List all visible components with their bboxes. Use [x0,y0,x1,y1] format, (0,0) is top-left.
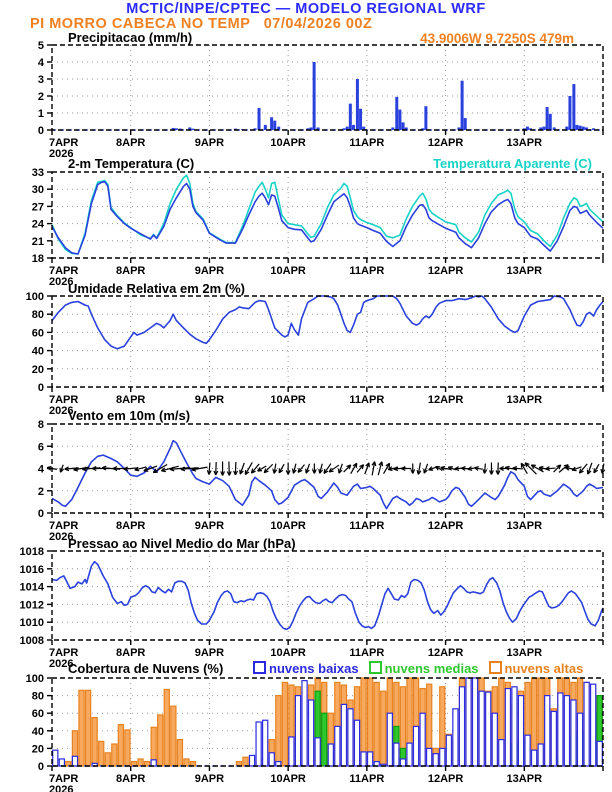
svg-text:8APR: 8APR [116,773,146,785]
svg-text:2026: 2026 [49,658,74,670]
svg-text:9APR: 9APR [194,520,225,532]
svg-text:30: 30 [31,184,44,197]
svg-text:20: 20 [31,363,44,376]
svg-text:12APR: 12APR [427,773,464,785]
svg-text:9APR: 9APR [194,773,225,785]
svg-text:13APR: 13APR [506,773,543,785]
svg-text:21: 21 [31,235,44,248]
svg-text:27: 27 [31,201,44,214]
svg-text:1012: 1012 [19,599,44,612]
panel-title-wind: Vento em 10m (m/s) [68,408,191,423]
svg-text:9APR: 9APR [194,394,225,406]
svg-text:10APR: 10APR [270,647,306,659]
svg-text:1008: 1008 [19,635,44,647]
svg-text:8APR: 8APR [116,394,146,406]
svg-text:20: 20 [31,743,44,756]
svg-text:2026: 2026 [49,405,74,417]
svg-text:10APR: 10APR [270,520,306,532]
svg-text:11APR: 11APR [349,137,385,149]
svg-text:10APR: 10APR [270,265,306,277]
svg-text:0: 0 [37,508,44,520]
svg-text:11APR: 11APR [349,265,385,277]
svg-text:2: 2 [37,485,44,498]
svg-text:8APR: 8APR [116,265,146,277]
svg-text:1018: 1018 [19,546,44,558]
svg-text:2026: 2026 [49,784,74,792]
svg-text:9APR: 9APR [194,137,225,149]
panel-title-clouds: Cobertura de Nuvens (%) [68,661,224,676]
svg-text:2: 2 [37,91,44,103]
svg-text:3: 3 [37,74,44,86]
apparent-temperature-label: Temperatura Aparente (C) [433,156,592,171]
panel-title-pressure: Pressao ao Nivel Medio do Mar (hPa) [68,536,296,551]
station-coordinates: 43.9006W 9.7250S 479m [420,31,574,46]
svg-text:4: 4 [37,57,44,69]
svg-text:11APR: 11APR [349,394,385,406]
page-title: MCTIC/INPE/CPTEC — MODELO REGIONAL WRF [126,1,486,17]
svg-text:11APR: 11APR [349,647,385,659]
svg-text:10APR: 10APR [270,137,306,149]
svg-text:2026: 2026 [49,276,74,288]
svg-text:7APR: 7APR [49,394,79,406]
station-and-run-label: PI MORRO CABECA NO TEMP 07/04/2026 00Z [30,16,373,32]
svg-text:60: 60 [31,327,44,340]
svg-text:13APR: 13APR [506,137,543,149]
svg-text:11APR: 11APR [349,773,385,785]
svg-text:1014: 1014 [19,581,44,594]
low-clouds-legend-label: nuvens baixas [269,661,359,676]
svg-text:13APR: 13APR [506,647,543,659]
svg-text:1010: 1010 [19,617,44,630]
svg-text:7APR: 7APR [49,520,79,532]
svg-text:13APR: 13APR [506,265,543,277]
svg-text:2026: 2026 [49,148,74,160]
svg-text:12APR: 12APR [427,394,464,406]
svg-text:100: 100 [25,673,44,685]
svg-text:7APR: 7APR [49,137,79,149]
svg-text:10APR: 10APR [270,394,306,406]
svg-text:0: 0 [37,382,44,394]
svg-text:0: 0 [37,125,44,137]
svg-text:80: 80 [31,690,44,703]
panel-title-temperature: 2-m Temperatura (C) [68,156,195,171]
svg-text:7APR: 7APR [49,647,79,659]
panel-title-humidity: Umidade Relativa em 2m (%) [68,281,246,296]
high-clouds-legend-label: nuvens altas [504,661,584,676]
svg-text:9APR: 9APR [194,647,225,659]
svg-text:0: 0 [37,761,44,773]
svg-text:33: 33 [31,167,44,179]
svg-text:80: 80 [31,309,44,322]
mid-clouds-legend-label: nuvens medias [384,661,479,676]
svg-text:6: 6 [37,441,44,454]
svg-text:1016: 1016 [19,563,44,576]
svg-text:12APR: 12APR [427,520,464,532]
svg-text:24: 24 [31,218,44,231]
svg-text:10APR: 10APR [270,773,306,785]
svg-text:8APR: 8APR [116,520,146,532]
svg-text:4: 4 [37,463,44,476]
svg-text:7APR: 7APR [49,773,79,785]
svg-text:12APR: 12APR [427,137,464,149]
panel-title-precipitation: Precipitacao (mm/h) [68,30,193,45]
svg-text:13APR: 13APR [506,520,543,532]
svg-text:40: 40 [31,345,44,358]
svg-text:18: 18 [31,253,44,265]
svg-text:8: 8 [37,419,44,431]
svg-text:11APR: 11APR [349,520,385,532]
svg-text:12APR: 12APR [427,265,464,277]
svg-text:2026: 2026 [49,531,74,543]
svg-text:1: 1 [37,108,44,120]
svg-text:7APR: 7APR [49,265,79,277]
svg-text:13APR: 13APR [506,394,543,406]
svg-text:12APR: 12APR [427,647,464,659]
svg-text:8APR: 8APR [116,137,146,149]
svg-text:40: 40 [31,725,44,738]
svg-text:100: 100 [25,291,44,303]
svg-text:60: 60 [31,708,44,721]
svg-text:8APR: 8APR [116,647,146,659]
svg-text:9APR: 9APR [194,265,225,277]
svg-text:5: 5 [37,40,44,52]
